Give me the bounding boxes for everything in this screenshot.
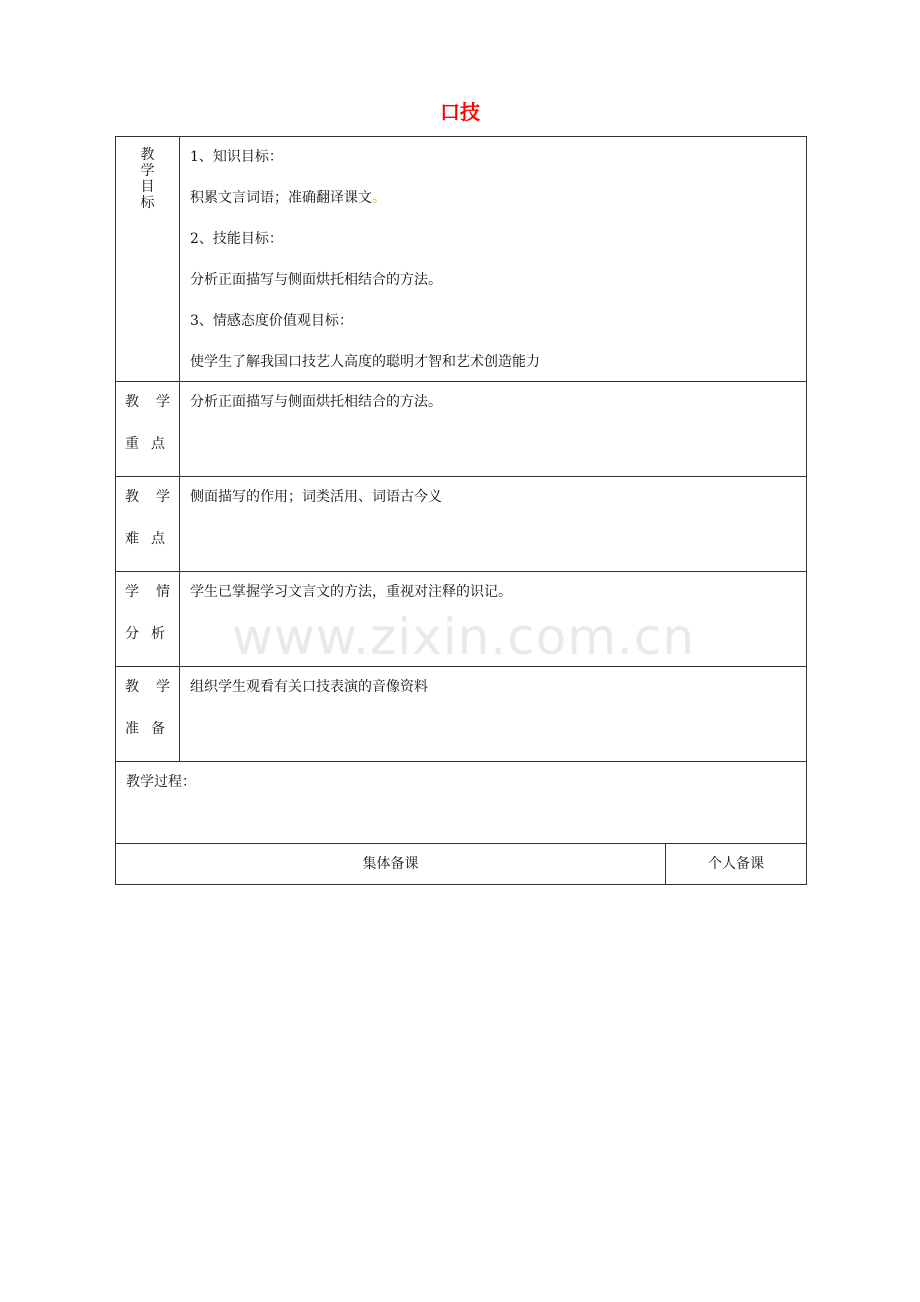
objectives-label-char: 教 [140, 147, 155, 163]
objective-line: 分析正面描写与侧面烘托相结合的方法。 [190, 272, 442, 288]
label-char: 析 [151, 626, 165, 642]
objective-line: 使学生了解我国口技艺人高度的聪明才智和艺术创造能力 [190, 354, 540, 370]
label-line [116, 529, 179, 549]
label-char: 重 [125, 436, 139, 452]
objectives-content [180, 137, 807, 382]
label-line [116, 487, 179, 507]
label-line [116, 677, 179, 697]
row-text: 学生已掌握学习文言文的方法，重视对注释的识记。 [190, 584, 512, 600]
collective-prep-cell [116, 844, 666, 885]
process-cell [116, 762, 807, 844]
personal-prep-label: 个人备课 [708, 856, 764, 872]
objectives-label-char: 目 [140, 179, 155, 195]
objective-line: 2、技能目标： [190, 231, 283, 247]
label-char: 准 [125, 721, 139, 737]
objectives-label-char: 学 [140, 163, 155, 179]
label-line [116, 719, 179, 739]
key-points-label [116, 382, 180, 477]
label-char: 难 [125, 531, 139, 547]
label-char: 学 [156, 394, 170, 410]
preparation-content [180, 667, 807, 762]
process-row [116, 762, 807, 844]
preparation-label [116, 667, 180, 762]
key-points-content [180, 382, 807, 477]
objective-line-text: 积累文言词语；准确翻译课文 [190, 190, 372, 206]
learner-analysis-row [116, 572, 807, 667]
label-char: 学 [156, 679, 170, 695]
objective-line: 3、情感态度价值观目标： [190, 313, 353, 329]
objective-line: 1、知识目标： [190, 149, 283, 165]
label-char: 情 [156, 584, 170, 600]
key-points-row [116, 382, 807, 477]
label-line [116, 392, 179, 412]
objectives-row [116, 137, 807, 382]
preparation-row [116, 667, 807, 762]
label-line [116, 624, 179, 644]
row-text: 分析正面描写与侧面烘托相结合的方法。 [190, 394, 442, 410]
collective-prep-label: 集体备课 [362, 856, 419, 872]
objectives-label [116, 137, 180, 382]
page-title: 口技 [440, 100, 480, 124]
personal-prep-cell [666, 844, 807, 885]
label-char: 教 [125, 394, 139, 410]
objectives-label-char: 标 [140, 195, 155, 211]
difficulties-content [180, 477, 807, 572]
label-line [116, 434, 179, 454]
label-char: 教 [125, 679, 139, 695]
learner-analysis-content [180, 572, 807, 667]
label-char: 点 [151, 436, 165, 452]
objective-line [190, 188, 796, 208]
row-text: 组织学生观看有关口技表演的音像资料 [190, 679, 428, 695]
objective-line-tail: 。 [372, 190, 386, 206]
label-char: 学 [125, 584, 139, 600]
row-text: 侧面描写的作用；词类活用、词语古今义 [190, 489, 442, 505]
lesson-plan-table [115, 136, 807, 885]
label-char: 分 [125, 626, 139, 642]
label-char: 备 [151, 721, 165, 737]
process-label: 教学过程： [126, 774, 196, 790]
label-char: 学 [156, 489, 170, 505]
learner-analysis-label [116, 572, 180, 667]
watermark: www.zixin.com.cn [232, 608, 696, 666]
label-char: 点 [151, 531, 165, 547]
footer-row [116, 844, 807, 885]
difficulties-label [116, 477, 180, 572]
label-char: 教 [125, 489, 139, 505]
label-line [116, 582, 179, 602]
difficulties-row [116, 477, 807, 572]
